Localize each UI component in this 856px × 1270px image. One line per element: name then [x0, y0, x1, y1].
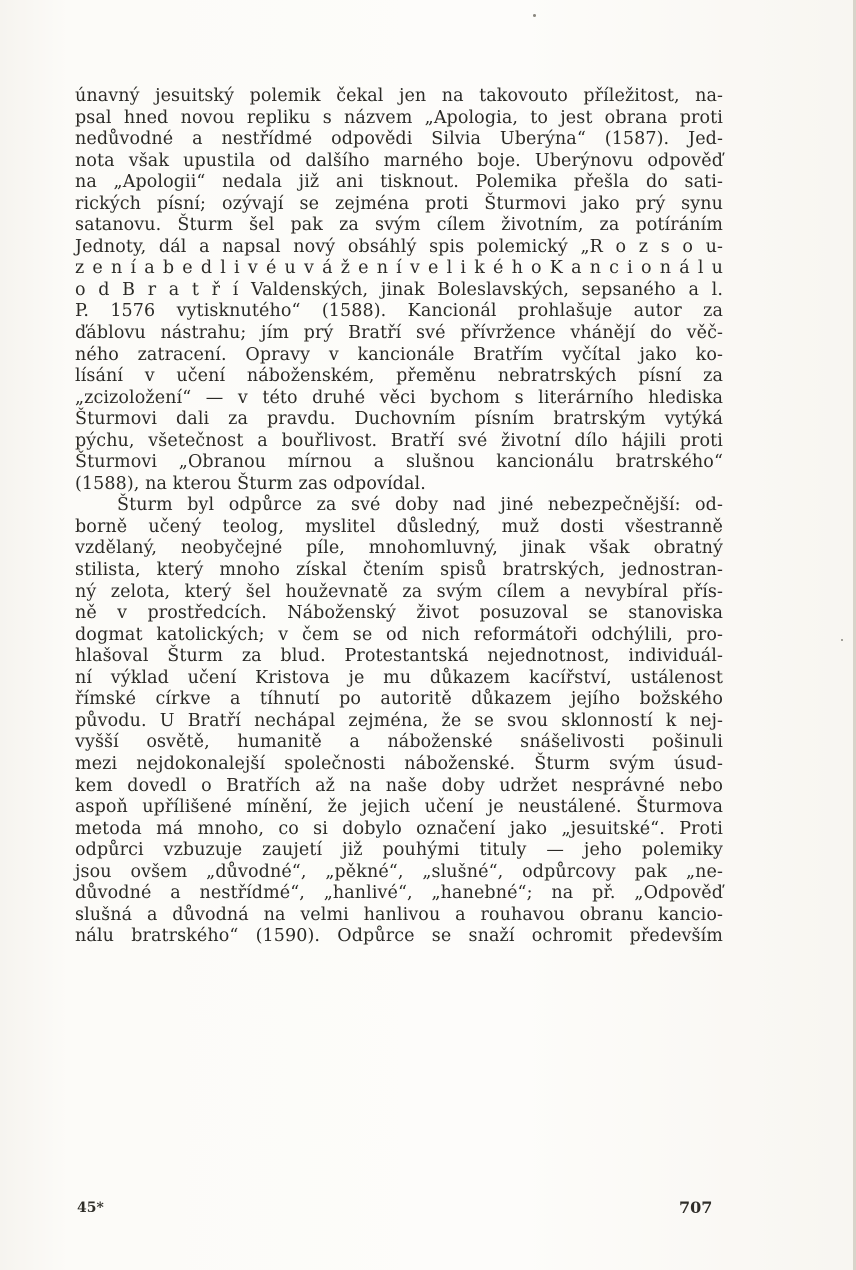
text-line: ně v prostředcích. Náboženský život posuzoval se stanoviska [75, 603, 723, 624]
text-line: rických písní; ozývají se zejména proti Šturmovi jako prý synu [75, 193, 723, 214]
text-line: nálu bratrského“ (1590). Odpůrce se snaží ochromit především [75, 926, 723, 947]
text-line: nota však upustila od dalšího marného boje. Uberýnovu odpověď [75, 150, 723, 171]
text-line: důvodné a nestřídmé“, „hanlivé“, „hanebné“; na př. „Odpověď [75, 883, 723, 904]
text-line: původu. U Bratří nechápal zejména, že se svou sklonností k nej- [75, 710, 723, 731]
text-line: borně učený teolog, myslitel důsledný, muž dosti všestranně [75, 516, 723, 537]
text-line: „zcizoložení“ — v této druhé věci bychom s literárního hlediska [75, 387, 723, 408]
text-line: na „Apologii“ nedala již ani tisknout. Polemika přešla do sati- [75, 172, 723, 193]
text-line: hlašoval Šturm za blud. Protestantská nejednotnost, individuál- [75, 646, 723, 667]
text-line: kem dovedl o Bratřích až na naše doby udržet nesprávné nebo [75, 775, 723, 796]
text-line: pýchu, všetečnost a bouřlivost. Bratří své životní dílo hájili proti [75, 430, 723, 451]
text-line: jsou ovšem „důvodné“, „pěkné“, „slušné“, odpůrcovy pak „ne- [75, 861, 723, 882]
text-line: únavný jesuitský polemik čekal jen na takovouto příležitost, na- [75, 86, 723, 106]
text-line: ný zelota, který šel houževnatě za svým cílem a nevybíral přís- [75, 581, 723, 602]
text-line: P. 1576 vytisknutého“ (1588). Kancionál prohlašuje autor za [75, 301, 723, 322]
text-line: z e n í a b e d l i v é u v á ž e n í v e l i k é h o K a n c i o n á l u [75, 258, 723, 279]
text-line: vyšší osvětě, humanitě a náboženské snášelivosti pošinuli [75, 732, 723, 753]
printer-signature: 45* [77, 1200, 104, 1216]
text-line: aspoň upřílišené mínění, že jejich učení je neustálené. Šturmova [75, 797, 723, 818]
text-line: Jednoty, dál a napsal nový obsáhlý spis polemický „R o z s o u- [75, 236, 723, 257]
text-line: Šturmovi „Obranou mírnou a slušnou kancionálu bratrského“ [75, 452, 723, 473]
print-speck [841, 639, 843, 641]
text-line: lísání v učení náboženském, přeměnu nebratrských písní za [75, 366, 723, 387]
print-speck [533, 14, 536, 17]
text-line: o d B r a t ř í Valdenských, jinak Boleslavských, sepsaného a l. [75, 279, 723, 300]
page-number: 707 [679, 1198, 713, 1217]
text-line: odpůrci vzbuzuje zaujetí již pouhými tituly — jeho polemiky [75, 840, 723, 861]
text-line: nedůvodné a nestřídmé odpovědi Silvia Uberýna“ (1587). Jed- [75, 129, 723, 150]
text-line: ného zatracení. Opravy v kancionále Bratřím vyčítal jako ko- [75, 344, 723, 365]
text-line: stilista, který mnoho získal čtením spisů bratrských, jednostran- [75, 560, 723, 581]
body-text [75, 86, 723, 948]
text-line: římské církve a tíhnutí po autoritě důkazem jejího božského [75, 689, 723, 710]
text-line: ní výklad učení Kristova je mu důkazem kacířství, ustálenost [75, 667, 723, 688]
text-line: slušná a důvodná na velmi hanlivou a rouhavou obranu kancio- [75, 904, 723, 925]
text-line: Šturm byl odpůrce za své doby nad jiné nebezpečnější: od- [117, 495, 723, 516]
text-line: (1588), na kterou Šturm zas odpovídal. [75, 473, 426, 494]
text-line: vzdělaný, neobyčejné píle, mnohomluvný, jinak však obratný [75, 538, 723, 559]
text-line: metoda má mnoho, co si dobylo označení jako „jesuitské“. Proti [75, 818, 723, 839]
text-line: ďáblovu nástrahu; jím prý Bratří své přívržence vhánějí do věč- [75, 323, 723, 344]
text-line: dogmat katolických; v čem se od nich reformátoři odchýlili, pro- [75, 624, 723, 645]
text-line: Šturmovi dali za pravdu. Duchovním písním bratrským vytýká [75, 409, 723, 430]
text-line: mezi nejdokonalejší společnosti náboženské. Šturm svým úsud- [75, 753, 723, 774]
text-line: satanovu. Šturm šel pak za svým cílem životním, za potíráním [75, 215, 723, 236]
text-line: psal hned novou repliku s názvem „Apologia, to jest obrana proti [75, 107, 723, 128]
